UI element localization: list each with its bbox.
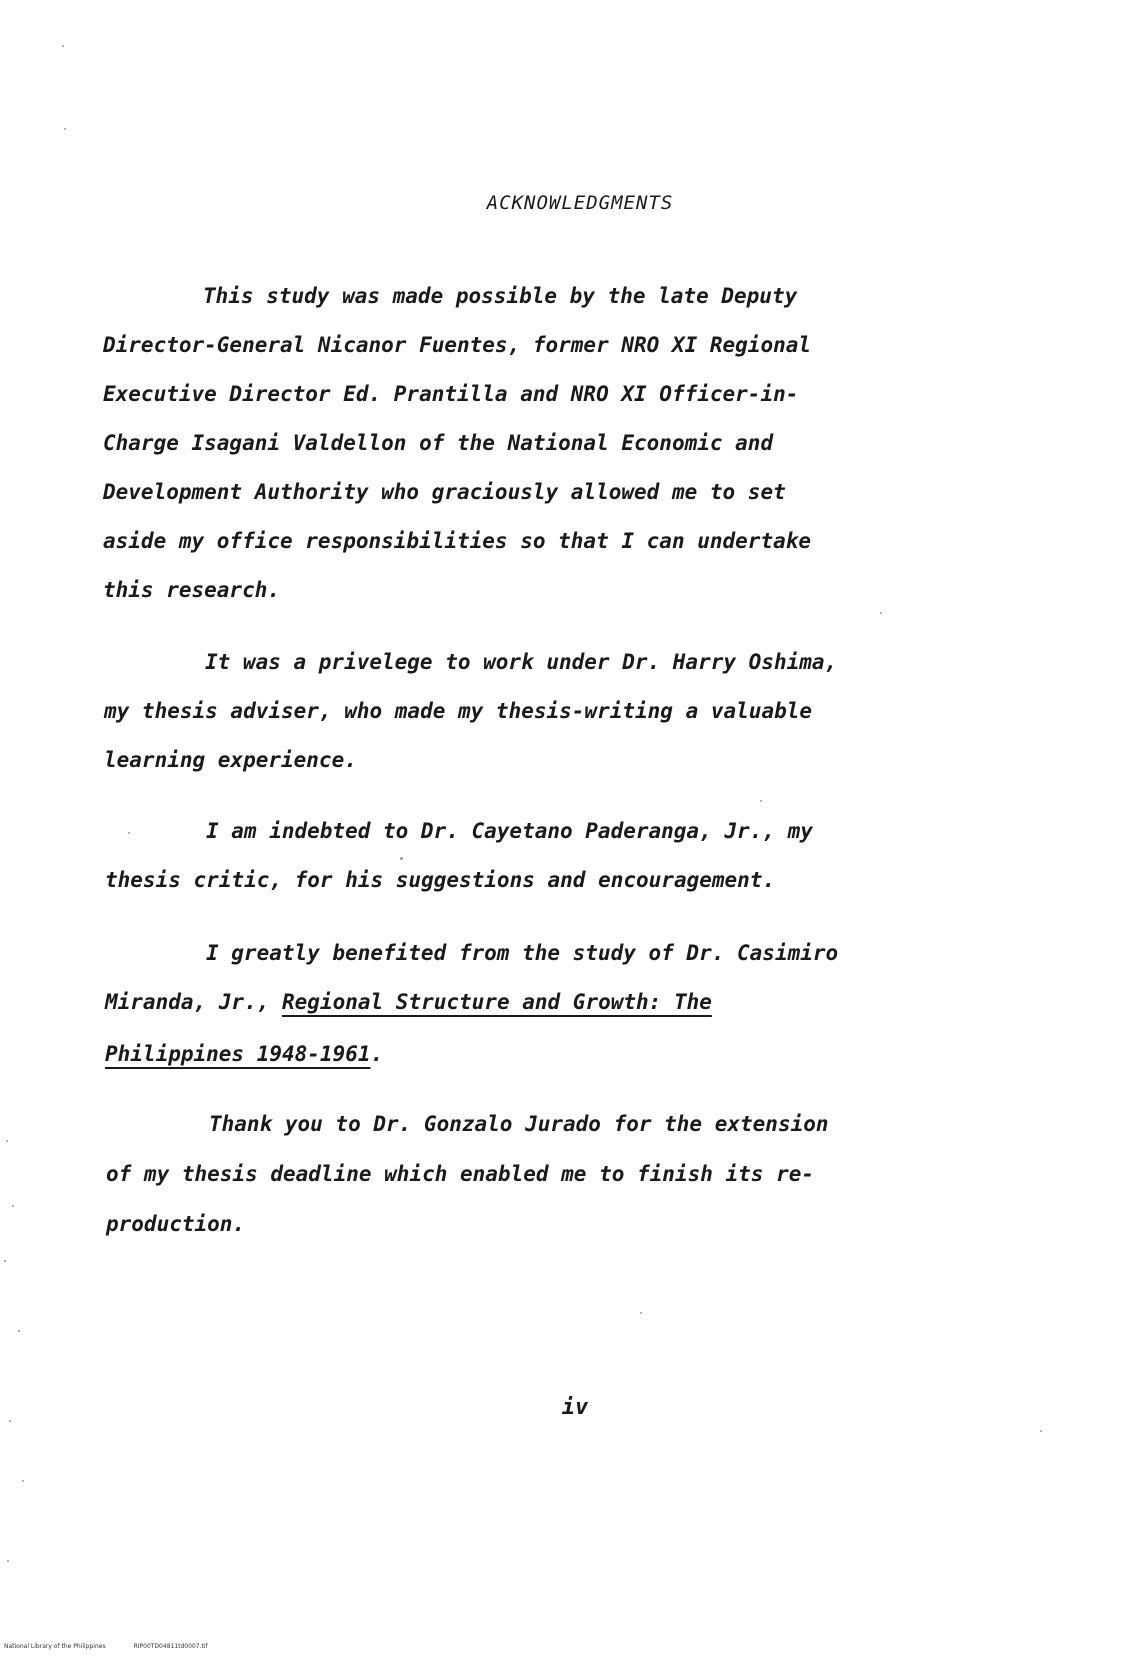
footer-file-ref: RIP00TD04811td0007.tif	[133, 1643, 208, 1650]
cited-title-part-2: Philippines 1948-1961	[105, 1042, 371, 1066]
scan-speck	[7, 1560, 9, 1562]
paragraph-5-line-1: Thank you to Dr. Gonzalo Jurado for the extension	[209, 1112, 829, 1136]
paragraph-1-line-1: This study was made possible by the late Deputy	[203, 284, 798, 308]
paragraph-1-line-3: Executive Director Ed. Prantilla and NRO XI Officer-in-	[103, 382, 799, 406]
scan-speck	[640, 1312, 642, 1314]
paragraph-1-line-5: Development Authority who graciously allowed me to set	[103, 480, 786, 504]
page-heading: ACKNOWLEDGMENTS	[486, 192, 674, 214]
paragraph-4-line-2	[105, 988, 712, 1016]
paragraph-1-line-6: aside my office responsibilities so that I can undertake	[103, 529, 812, 553]
paragraph-1-line-2: Director-General Nicanor Fuentes, former NRO XI Regional	[103, 333, 812, 357]
scan-speck	[6, 1140, 8, 1142]
scan-speck	[1040, 1430, 1042, 1432]
scan-speck	[4, 1260, 6, 1262]
footer-library: National Library of the Philippines	[4, 1643, 106, 1650]
scan-footer	[4, 1643, 236, 1650]
scan-speck	[880, 612, 882, 614]
cited-title-part-1: Regional Structure and Growth: The	[282, 990, 712, 1014]
scan-speck	[62, 45, 64, 47]
paragraph-4-line-1: I greatly benefited from the study of Dr. Casimiro	[206, 941, 839, 965]
page-number: iv	[561, 1395, 589, 1420]
paragraph-5-line-2: of my thesis deadline which enabled me to finish its re-	[106, 1162, 815, 1186]
scan-speck	[18, 1330, 20, 1332]
paragraph-4-line-3-suffix: .	[370, 1042, 384, 1066]
paragraph-4-line-3	[105, 1040, 383, 1068]
scan-speck	[128, 832, 130, 834]
paragraph-1-line-4: Charge Isagani Valdellon of the National Economic and	[103, 431, 774, 455]
paragraph-2-line-1: It was a privelege to work under Dr. Harry Oshima,	[205, 650, 838, 674]
paragraph-2-line-2: my thesis adviser, who made my thesis-writing a valuable	[104, 699, 813, 723]
paragraph-4-line-2-prefix: Miranda, Jr.,	[105, 990, 283, 1014]
scan-speck	[400, 857, 403, 860]
paragraph-3-line-1: I am indebted to Dr. Cayetano Paderanga, Jr., my	[206, 819, 813, 843]
scan-speck	[12, 1205, 14, 1207]
paragraph-5-line-3: production.	[106, 1212, 246, 1236]
scan-speck	[22, 1480, 24, 1482]
paragraph-2-line-3: learning experience.	[104, 748, 357, 772]
paragraph-3-line-2: thesis critic, for his suggestions and encouragement.	[105, 868, 776, 892]
paragraph-1-line-7: this research.	[103, 578, 281, 602]
scan-speck	[760, 800, 762, 802]
scan-speck	[9, 1420, 11, 1422]
scan-speck	[64, 128, 66, 130]
